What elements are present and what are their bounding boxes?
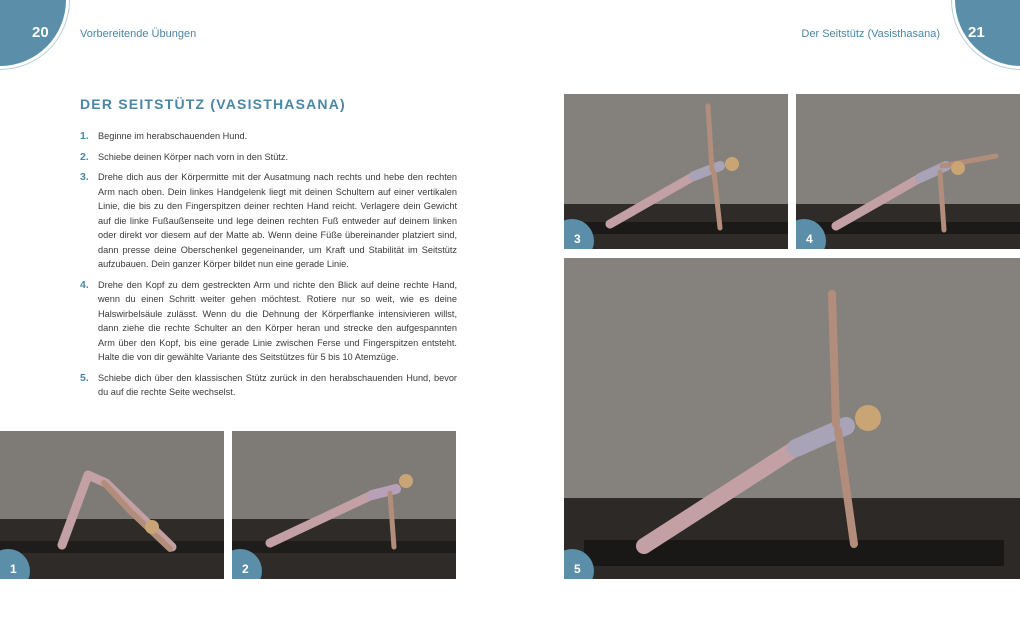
- step-text: Schiebe deinen Körper nach vorn in den Stütz.: [98, 151, 288, 162]
- photo-4-side-plank-variation: [796, 94, 1020, 249]
- photo-label: 2: [242, 562, 249, 576]
- page-number-badge-right: [955, 0, 1020, 66]
- photo-3-side-plank: [564, 94, 788, 249]
- step-item: [80, 371, 457, 400]
- step-number: 1.: [80, 130, 89, 142]
- section-title: DER SEITSTÜTZ (VASISTHASANA): [80, 96, 346, 112]
- step-item: [80, 150, 457, 165]
- step-number: 4.: [80, 278, 89, 291]
- step-item: [80, 129, 457, 144]
- step-text: Schiebe dich über den klassischen Stütz zurück in den herabschauenden Hund, bevor du auf die rechte Seite wechselst.: [98, 372, 457, 397]
- step-number: 2.: [80, 150, 89, 163]
- photo-2-plank: [232, 431, 456, 579]
- step-list: [80, 129, 457, 406]
- photo-label: 5: [574, 562, 581, 576]
- photo-label: 1: [10, 562, 17, 576]
- step-text: Drehe den Kopf zu dem gestreckten Arm und richte den Blick auf deine rechte Hand, wenn du einen Schritt weiter gehen möchtest. Rotiere nur so weit, wie es deine Halswirbelsäule zulässt. Wenn du die Dehnung der Körperflanke intensivieren willst, dann ziehe die rechte Schulter an den Körper heran und strecke den aufgespannten Arm über den Kopf, bis eine gerade Linie zwischen Ferse und Fingerspitzen entsteht. Halte die von dir gewählte Variante des Seitstützes für 5 bis 10 Atemzüge.: [98, 279, 457, 362]
- photo-label: 4: [806, 232, 813, 246]
- photo-1-downward-dog: [0, 431, 224, 579]
- photo-label: 3: [574, 232, 581, 246]
- page-number-left: 20: [32, 24, 49, 41]
- step-number: 5.: [80, 371, 89, 384]
- step-number: 3.: [80, 171, 89, 183]
- step-text: Drehe dich aus der Körpermitte mit der Ausatmung nach rechts und hebe den rechten Arm nach oben. Dein linkes Handgelenk liegt mit deinen Schultern auf einer vertikalen Linie, die bis zu den Fingerspitzen deiner rechten Hand reicht. Verlagere dein Gewicht auf die linke Fußaußenseite und lege deinen rechten Fuß entweder auf deinem linken oder direkt vor diesem auf der Matte ab. Wenn deine Füße übereinander platziert sind, dann presse deine Oberschenkel gegeneinander, um Kraft und Stabilität im Seitstütz aufzubauen. Dein ganzer Körper bildet nun eine gerade Linie.: [98, 172, 457, 269]
- running-head-right: Der Seitstütz (Vasisthasana): [801, 28, 940, 40]
- running-head-left: Vorbereitende Übungen: [80, 28, 197, 40]
- step-item: [80, 278, 457, 365]
- page-number-right: 21: [968, 24, 985, 41]
- step-item: [80, 170, 457, 272]
- photo-5-side-plank-large: [564, 258, 1020, 579]
- step-text: Beginne im herabschauenden Hund.: [98, 131, 248, 141]
